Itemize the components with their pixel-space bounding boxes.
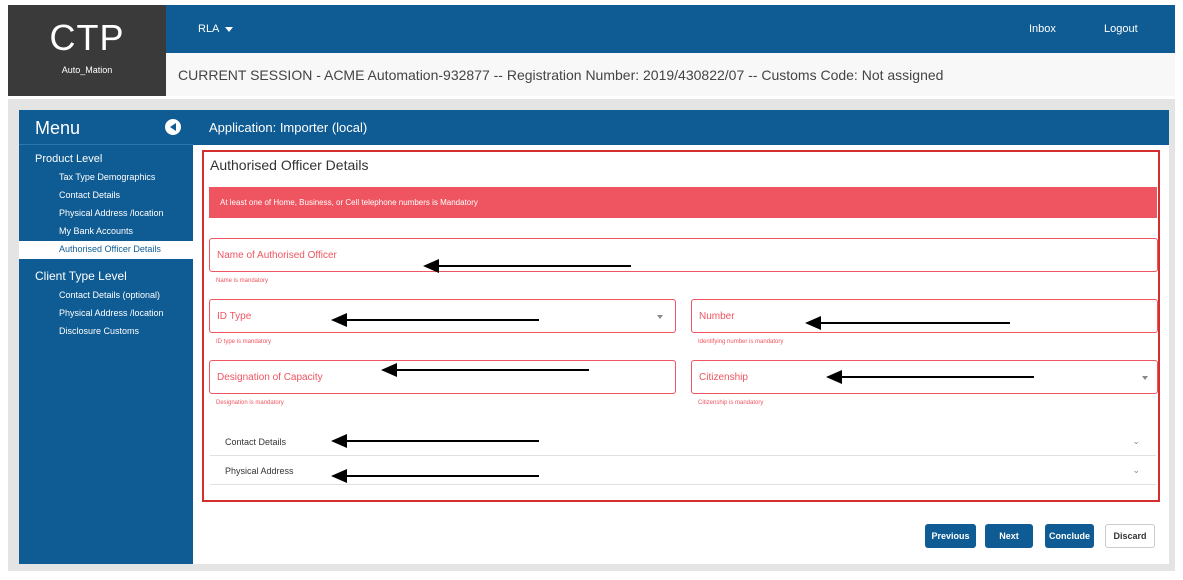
id-type-select[interactable] [209,299,676,333]
authorised-officer-name-field[interactable] [209,238,1158,272]
sidebar-item-contact-details[interactable]: Contact Details [59,190,121,200]
brand-subtitle: Auto_Mation [61,65,113,75]
sidebar-item-bank-accounts[interactable]: My Bank Accounts [59,226,134,236]
sidebar-item-client-contact-details[interactable]: Contact Details (optional) [59,290,161,300]
menu-title: Menu [35,118,81,138]
id-type-label: ID Type [217,310,252,322]
sidebar-item-disclosure-customs[interactable]: Disclosure Customs [59,326,140,336]
caret-down-icon [225,27,233,32]
citizenship-hint: Citizenship is mandatory [698,400,764,406]
rla-menu-label: RLA [198,23,220,35]
form-title: Authorised Officer Details [210,157,369,173]
id-type-chevron-icon [657,315,663,319]
conclude-button[interactable]: Conclude [1045,524,1094,548]
previous-button[interactable]: Previous [925,524,976,548]
next-button[interactable]: Next [985,524,1033,548]
brand-name: CTP [49,17,125,58]
inbox-link[interactable]: Inbox [1029,23,1056,35]
sidebar-menu [19,110,193,564]
name-field-label: Name of Authorised Officer [217,249,337,261]
contact-details-chevron-icon: ⌄ [1132,436,1140,446]
sidebar-item-authorised-officer[interactable]: Authorised Officer Details [19,241,193,259]
client-type-level-title: Client Type Level [35,269,127,283]
session-info: CURRENT SESSION - ACME Automation-932877 -- Registration Number: 2019/430822/07 -- Customs Code: Not assigned [166,53,1175,96]
arrow-annotation [425,265,631,267]
rla-menu-dropdown[interactable] [198,23,233,35]
designation-hint: Designation is mandatory [216,400,284,406]
name-hint: Name is mandatory [216,278,269,284]
arrow-annotation [333,319,539,321]
sidebar-item-client-physical-address[interactable]: Physical Address /location [59,308,164,318]
discard-button[interactable]: Discard [1105,524,1155,548]
application-title: Application: Importer (local) [193,110,1169,145]
brand-logo [8,5,166,96]
number-label: Number [699,310,735,322]
arrow-annotation [828,376,1034,378]
citizenship-label: Citizenship [699,371,748,383]
identifying-number-field[interactable] [691,299,1158,333]
logout-link[interactable]: Logout [1104,23,1138,35]
id-type-hint: ID type is mandatory [216,339,272,345]
physical-address-chevron-icon: ⌄ [1132,465,1140,475]
menu-header [19,110,193,145]
physical-address-title: Physical Address [225,466,294,476]
sidebar-item-tax-type-demographics[interactable]: Tax Type Demographics [59,172,156,182]
contact-details-title: Contact Details [225,437,287,447]
designation-label: Designation of Capacity [217,371,323,383]
top-navbar [166,5,1175,53]
designation-field[interactable] [209,360,676,394]
product-level-title: Product Level [35,153,103,165]
arrow-annotation [807,322,1010,324]
citizenship-chevron-icon [1142,376,1148,380]
arrow-annotation [333,440,539,442]
mandatory-alert: At least one of Home, Business, or Cell telephone numbers is Mandatory [209,187,1157,218]
number-hint: Identifying number is mandatory [698,339,784,345]
arrow-annotation [383,369,589,371]
physical-address-section[interactable] [210,456,1156,485]
sidebar-item-physical-address[interactable]: Physical Address /location [59,208,164,218]
arrow-annotation [333,475,539,477]
collapse-menu-icon[interactable] [165,119,181,135]
